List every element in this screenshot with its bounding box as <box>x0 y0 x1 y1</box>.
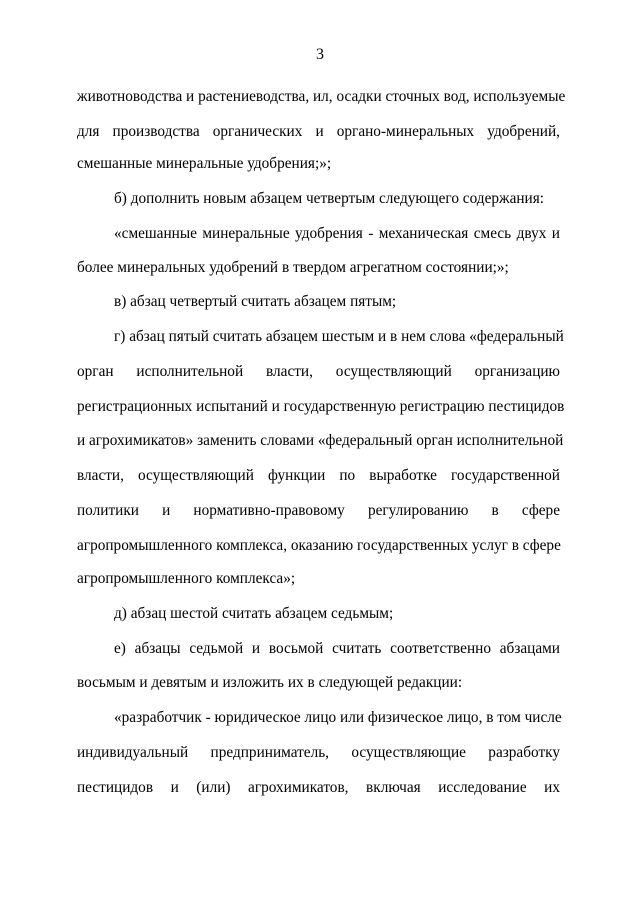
text-line: более минеральных удобрений в твердом агрегатном состоянии;»; <box>77 259 509 276</box>
page-number: 3 <box>316 46 324 63</box>
text-line: орган исполнительной власти, осуществляющий организацию <box>77 363 560 380</box>
text-line: политики и нормативно-правовому регулированию в сфере <box>77 502 560 519</box>
text-line: регистрационных испытаний и государственную регистрацию пестицидов <box>77 398 565 415</box>
text-line: д) абзац шестой считать абзацем седьмым; <box>114 605 394 622</box>
text-line: е) абзацы седьмой и восьмой считать соответственно абзацами <box>114 640 560 657</box>
text-line: в) абзац четвертый считать абзацем пятым; <box>114 293 397 310</box>
text-line: и агрохимикатов» заменить словами «федеральный орган исполнительной <box>77 432 564 449</box>
text-line: для производства органических и органо-минеральных удобрений, <box>77 123 560 140</box>
text-line: агропромышленного комплекса, оказанию государственных услуг в сфере <box>77 537 561 554</box>
text-line: восьмым и девятым и изложить их в следующей редакции: <box>77 674 463 691</box>
text-line: пестицидов и (или) агрохимикатов, включая исследование их <box>77 779 560 796</box>
text-line: б) дополнить новым абзацем четвертым следующего содержания: <box>114 190 545 207</box>
text-line: животноводства и растениеводства, ил, осадки сточных вод, используемые <box>77 88 566 105</box>
text-line: власти, осуществляющий функции по выработке государственной <box>77 467 560 484</box>
text-line: «смешанные минеральные удобрения - механическая смесь двух и <box>114 225 560 242</box>
text-line: агропромышленного комплекса»; <box>77 570 296 587</box>
text-line: индивидуальный предприниматель, осуществляющие разработку <box>77 744 560 761</box>
text-line: смешанные минеральные удобрения;»; <box>77 155 332 172</box>
text-line: г) абзац пятый считать абзацем шестым и в нем слова «федеральный <box>114 328 564 345</box>
text-line: «разработчик - юридическое лицо или физическое лицо, в том числе <box>114 709 562 726</box>
